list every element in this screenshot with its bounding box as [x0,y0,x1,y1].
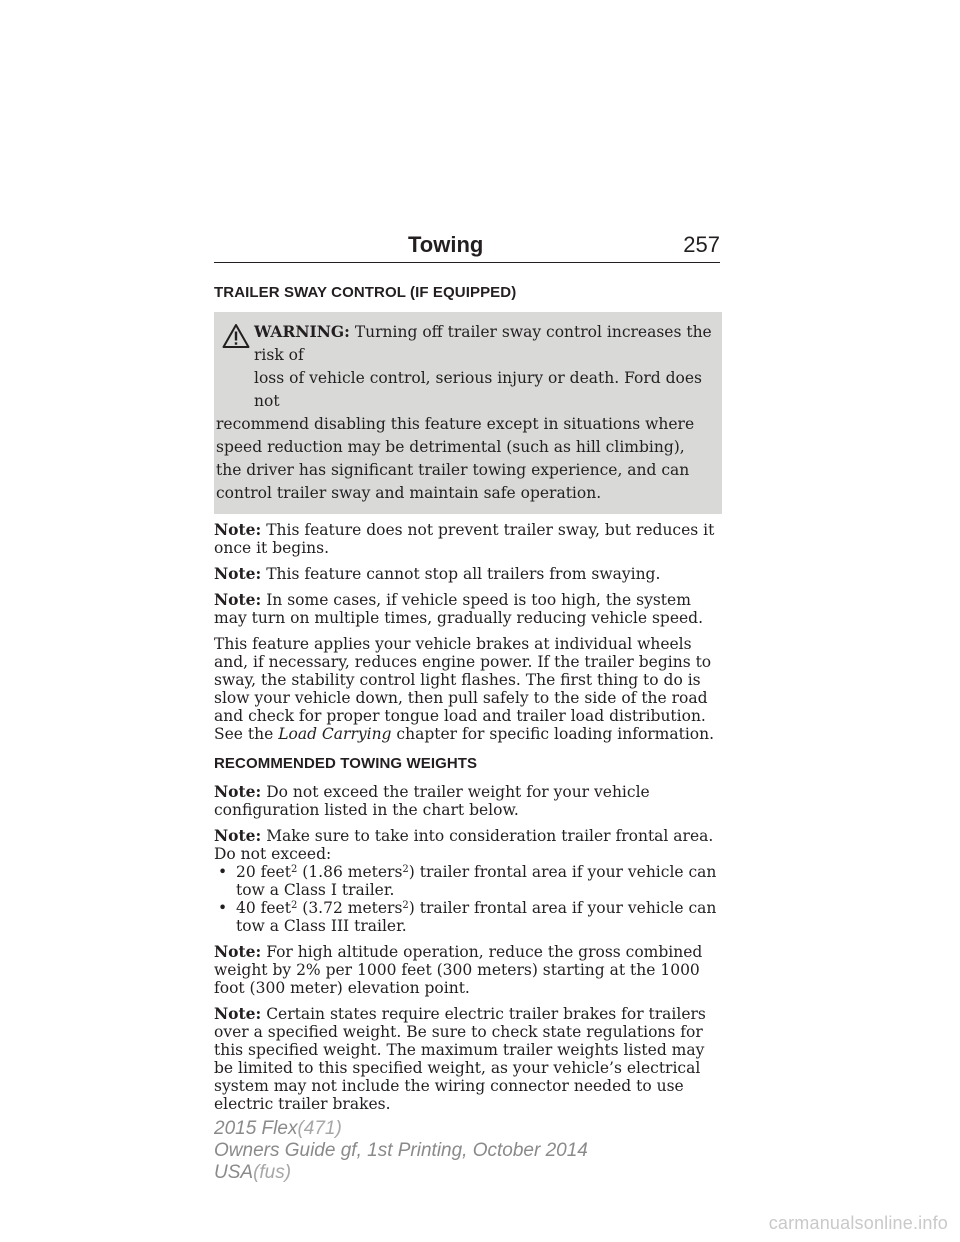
page-number: 257 [683,232,720,257]
note-paragraph [214,565,722,583]
note-paragraph [214,591,722,627]
note-label: Note: [214,942,262,961]
warning-label: WARNING: [254,322,350,341]
note-text: This feature cannot stop all trailers from swaying. [266,565,661,583]
note-label: Note: [214,564,262,583]
frontal-area-list [214,863,722,935]
warning-text-line1: Turning off trailer sway control increases the risk of [254,323,712,364]
chapter-title: Towing [408,232,484,257]
note-text: Make sure to take into consideration trailer frontal area. Do not exceed: [214,827,714,863]
note-text: This feature does not prevent trailer sway, but reduces it once it begins. [214,521,715,557]
print-footer [214,1118,588,1184]
note-paragraph [214,521,722,557]
footer-line-edition: Owners Guide gf, 1st Printing, October 2014 [214,1140,588,1161]
warning-triangle-icon [222,323,250,349]
warning-box [214,312,722,514]
bullet-glyph: • [218,899,228,917]
list-item: • 20 feet$^2$ (1.86 meters$^2$) trailer frontal area if your vehicle can tow a Class I trailer. [218,863,717,899]
footer-line-model: 2015 Flex(471) [214,1118,342,1139]
note-label: Note: [214,590,262,609]
note-label: Note: [214,1004,262,1023]
note-paragraph [214,943,722,997]
section-heading-towing-weights: RECOMMENDED TOWING WEIGHTS [214,755,478,772]
warning-lead [216,320,712,367]
note-label: Note: [214,826,262,845]
site-watermark: carmanualsonline.info [768,1213,948,1233]
note-label: Note: [214,782,262,801]
warning-text-line2: loss of vehicle control, serious injury or death. Ford does not [254,369,702,410]
note-paragraph [214,827,722,863]
note-label: Note: [214,520,262,539]
section-heading-trailer-sway: TRAILER SWAY CONTROL (IF EQUIPPED) [214,284,517,301]
body-text-end: chapter for specific loading information. [396,725,715,743]
note-text: Certain states require electric trailer brakes for trailers over a specified weight. Be sure to check state regulations for this specified weight. The maximum trailer weights listed may be limited to this specified weight, as your vehicle’s electrical system may not include the wiring connector needed to use electric trailer brakes. [214,1005,706,1113]
body-paragraph [214,635,722,743]
note-paragraph [214,1005,722,1113]
warning-text-rest: recommend disabling this feature except in situations where speed reduction may be detrimental (such as hill climbing), the driver has significant trailer towing experience, and can control trailer sway and maintain safe operation. [216,415,695,502]
list-item: • 40 feet$^2$ (3.72 meters$^2$) trailer frontal area if your vehicle can tow a Class III trailer. [218,899,717,935]
note-text: In some cases, if vehicle speed is too high, the system may turn on multiple times, gradually reducing vehicle speed. [214,591,704,627]
page-content [214,284,722,1121]
note-paragraph [214,783,722,819]
bullet-glyph: • [218,863,228,881]
note-text: For high altitude operation, reduce the gross combined weight by 2% per 1000 feet (300 meters) starting at the 1000 foot (300 meter) elevation point. [214,943,703,997]
note-text: Do not exceed the trailer weight for your vehicle configuration listed in the chart below. [214,783,650,819]
page-header [214,228,720,263]
body-text: This feature applies your vehicle brakes at individual wheels and, if necessary, reduces engine power. If the trailer begins to sway, the stability control light flashes. The first thing to do is slow your vehicle down, then pull safely to the side of the road and check for proper tongue load and trailer load distribution. See the [214,635,712,743]
chapter-reference: Load Carrying [278,725,392,743]
footer-line-market: USA(fus) [214,1162,292,1183]
